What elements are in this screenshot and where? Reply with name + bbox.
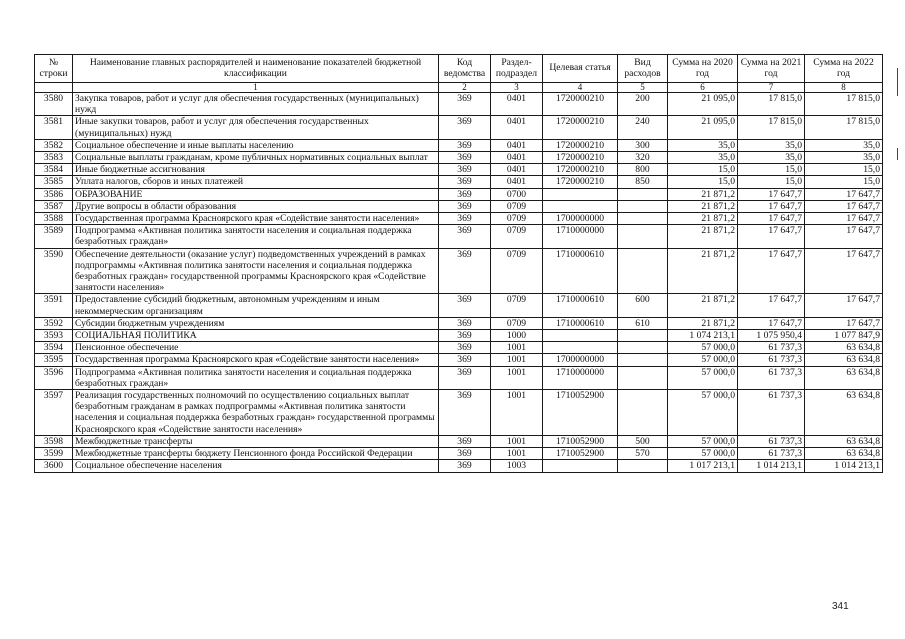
cell-name: Другие вопросы в области образования xyxy=(73,200,439,212)
cell-row-number: 3594 xyxy=(35,342,73,354)
cell-expense-type xyxy=(618,248,668,294)
cell-target-article: 1720000210 xyxy=(543,116,618,139)
cell-target-article xyxy=(543,188,618,200)
cell-sum-2021: 1 075 950,4 xyxy=(738,330,805,342)
cell-target-article: 1700000000 xyxy=(543,354,618,366)
cell-section: 0709 xyxy=(491,213,543,225)
cell-sum-2022: 15,0 xyxy=(805,164,883,176)
cell-sum-2020: 21 871,2 xyxy=(668,188,738,200)
cell-department-code: 369 xyxy=(439,176,491,188)
cell-department-code: 369 xyxy=(439,164,491,176)
cell-sum-2021: 15,0 xyxy=(738,176,805,188)
table-row xyxy=(35,225,883,248)
cell-expense-type xyxy=(618,200,668,212)
cell-expense-type xyxy=(618,460,668,472)
cell-row-number: 3587 xyxy=(35,200,73,212)
cell-name: Подпрограмма «Активная политика занятости населения и социальная поддержка безработных граждан» xyxy=(73,225,439,248)
cell-sum-2022: 35,0 xyxy=(805,139,883,151)
column-number: 4 xyxy=(543,83,618,93)
cell-row-number: 3584 xyxy=(35,164,73,176)
cell-sum-2021: 17 647,7 xyxy=(738,225,805,248)
table-row xyxy=(35,294,883,317)
cell-expense-type xyxy=(618,225,668,248)
cell-target-article xyxy=(543,330,618,342)
cell-target-article: 1710000000 xyxy=(543,366,618,389)
cell-section: 1001 xyxy=(491,366,543,389)
column-number: 7 xyxy=(738,83,805,93)
cell-department-code: 369 xyxy=(439,342,491,354)
cell-section: 0709 xyxy=(491,225,543,248)
table-row xyxy=(35,200,883,212)
cell-sum-2020: 57 000,0 xyxy=(668,354,738,366)
cell-name: Межбюджетные трансферты бюджету Пенсионного фонда Российской Федерации xyxy=(73,448,439,460)
cell-name: СОЦИАЛЬНАЯ ПОЛИТИКА xyxy=(73,330,439,342)
cell-sum-2021: 15,0 xyxy=(738,164,805,176)
cell-row-number: 3586 xyxy=(35,188,73,200)
cell-target-article: 1720000210 xyxy=(543,139,618,151)
column-number: 3 xyxy=(491,83,543,93)
cell-sum-2021: 17 815,0 xyxy=(738,116,805,139)
cell-expense-type xyxy=(618,213,668,225)
cell-target-article: 1710000610 xyxy=(543,317,618,329)
cell-expense-type: 600 xyxy=(618,294,668,317)
table-row xyxy=(35,342,883,354)
table-row xyxy=(35,188,883,200)
cell-sum-2022: 17 647,7 xyxy=(805,200,883,212)
cell-sum-2020: 1 074 213,1 xyxy=(668,330,738,342)
cell-expense-type xyxy=(618,342,668,354)
cell-target-article: 1710000000 xyxy=(543,225,618,248)
column-number xyxy=(35,83,73,93)
table-row xyxy=(35,248,883,294)
cell-expense-type: 300 xyxy=(618,139,668,151)
cell-sum-2021: 17 647,7 xyxy=(738,188,805,200)
cell-sum-2021: 1 014 213,1 xyxy=(738,460,805,472)
cell-name: Межбюджетные трансферты xyxy=(73,435,439,447)
table-row xyxy=(35,152,883,164)
cell-row-number: 3581 xyxy=(35,116,73,139)
cell-department-code: 369 xyxy=(439,200,491,212)
cell-section: 1000 xyxy=(491,330,543,342)
cell-target-article: 1710052900 xyxy=(543,390,618,436)
cell-section: 0709 xyxy=(491,317,543,329)
cell-expense-type: 240 xyxy=(618,116,668,139)
cell-target-article: 1720000210 xyxy=(543,152,618,164)
cell-department-code: 369 xyxy=(439,330,491,342)
cell-section: 0401 xyxy=(491,164,543,176)
cell-sum-2022: 17 647,7 xyxy=(805,225,883,248)
cell-sum-2020: 1 017 213,1 xyxy=(668,460,738,472)
cell-sum-2022: 63 634,8 xyxy=(805,342,883,354)
cell-row-number: 3580 xyxy=(35,93,73,116)
cell-section: 0401 xyxy=(491,93,543,116)
cell-sum-2021: 61 737,3 xyxy=(738,366,805,389)
table-row xyxy=(35,116,883,139)
cell-sum-2022: 15,0 xyxy=(805,176,883,188)
header-section: Раздел-подраздел xyxy=(491,55,543,83)
cell-section: 1001 xyxy=(491,435,543,447)
cell-sum-2020: 57 000,0 xyxy=(668,366,738,389)
cell-department-code: 369 xyxy=(439,354,491,366)
cell-section: 0709 xyxy=(491,248,543,294)
cell-sum-2021: 35,0 xyxy=(738,139,805,151)
cell-sum-2021: 17 815,0 xyxy=(738,93,805,116)
cell-name: Обеспечение деятельности (оказание услуг) подведомственных учреждений в рамках подпрограммы «Активная политика занятости населения и социальная поддержка безработных граждан» государственной программы Красноярского края «Содействие занятости населения» xyxy=(73,248,439,294)
cell-department-code: 369 xyxy=(439,317,491,329)
cell-section: 1001 xyxy=(491,342,543,354)
cell-sum-2022: 63 634,8 xyxy=(805,448,883,460)
cell-sum-2021: 61 737,3 xyxy=(738,390,805,436)
cell-sum-2022: 63 634,8 xyxy=(805,390,883,436)
cell-sum-2021: 17 647,7 xyxy=(738,317,805,329)
cell-sum-2020: 21 871,2 xyxy=(668,317,738,329)
table-row xyxy=(35,164,883,176)
cell-sum-2022: 63 634,8 xyxy=(805,354,883,366)
cell-sum-2020: 21 871,2 xyxy=(668,248,738,294)
cell-department-code: 369 xyxy=(439,116,491,139)
cell-sum-2022: 17 647,7 xyxy=(805,188,883,200)
cell-sum-2022: 17 647,7 xyxy=(805,248,883,294)
cell-row-number: 3595 xyxy=(35,354,73,366)
header-sum-2021: Сумма на 2021 год xyxy=(738,55,805,83)
cell-sum-2021: 61 737,3 xyxy=(738,354,805,366)
cell-target-article xyxy=(543,200,618,212)
cell-section: 0401 xyxy=(491,152,543,164)
table-row xyxy=(35,139,883,151)
cell-sum-2022: 17 815,0 xyxy=(805,116,883,139)
cell-name: Государственная программа Красноярского края «Содействие занятости населения» xyxy=(73,213,439,225)
cell-sum-2022: 1 077 847,9 xyxy=(805,330,883,342)
cell-sum-2021: 17 647,7 xyxy=(738,294,805,317)
cell-sum-2020: 57 000,0 xyxy=(668,390,738,436)
cell-sum-2020: 35,0 xyxy=(668,139,738,151)
cell-department-code: 369 xyxy=(439,435,491,447)
cell-sum-2020: 15,0 xyxy=(668,176,738,188)
cell-department-code: 369 xyxy=(439,139,491,151)
cell-sum-2021: 17 647,7 xyxy=(738,213,805,225)
cell-sum-2020: 21 871,2 xyxy=(668,200,738,212)
cell-section: 0401 xyxy=(491,139,543,151)
cell-row-number: 3582 xyxy=(35,139,73,151)
cell-department-code: 369 xyxy=(439,225,491,248)
header-name: Наименование главных распорядителей и наименование показателей бюджетной классификации xyxy=(73,55,439,83)
cell-row-number: 3596 xyxy=(35,366,73,389)
cell-department-code: 369 xyxy=(439,93,491,116)
cell-department-code: 369 xyxy=(439,366,491,389)
table-row xyxy=(35,448,883,460)
scan-edge-mark xyxy=(897,148,898,160)
cell-expense-type: 800 xyxy=(618,164,668,176)
cell-row-number: 3597 xyxy=(35,390,73,436)
cell-target-article: 1710000610 xyxy=(543,294,618,317)
cell-target-article: 1720000210 xyxy=(543,93,618,116)
cell-section: 0700 xyxy=(491,188,543,200)
cell-expense-type: 320 xyxy=(618,152,668,164)
cell-name: Социальное обеспечение и иные выплаты населению xyxy=(73,139,439,151)
table-row xyxy=(35,317,883,329)
cell-expense-type: 570 xyxy=(618,448,668,460)
cell-row-number: 3598 xyxy=(35,435,73,447)
cell-section: 0709 xyxy=(491,200,543,212)
cell-sum-2021: 35,0 xyxy=(738,152,805,164)
header-sum-2020: Сумма на 2020 год xyxy=(668,55,738,83)
cell-target-article xyxy=(543,342,618,354)
table-row xyxy=(35,435,883,447)
cell-name: Закупка товаров, работ и услуг для обеспечения государственных (муниципальных) нужд xyxy=(73,93,439,116)
column-number: 8 xyxy=(805,83,883,93)
table-row xyxy=(35,366,883,389)
cell-expense-type xyxy=(618,390,668,436)
cell-row-number: 3588 xyxy=(35,213,73,225)
cell-expense-type xyxy=(618,354,668,366)
cell-sum-2022: 17 647,7 xyxy=(805,294,883,317)
cell-sum-2022: 63 634,8 xyxy=(805,366,883,389)
cell-sum-2020: 15,0 xyxy=(668,164,738,176)
cell-sum-2020: 21 871,2 xyxy=(668,294,738,317)
cell-sum-2020: 21 871,2 xyxy=(668,213,738,225)
table-row xyxy=(35,460,883,472)
budget-table xyxy=(34,54,883,473)
header-sum-2022: Сумма на 2022 год xyxy=(805,55,883,83)
cell-sum-2020: 21 871,2 xyxy=(668,225,738,248)
cell-row-number: 3591 xyxy=(35,294,73,317)
cell-sum-2022: 35,0 xyxy=(805,152,883,164)
cell-sum-2021: 17 647,7 xyxy=(738,248,805,294)
cell-sum-2022: 63 634,8 xyxy=(805,435,883,447)
header-department-code: Код ведомства xyxy=(439,55,491,83)
cell-section: 0401 xyxy=(491,116,543,139)
cell-department-code: 369 xyxy=(439,390,491,436)
cell-name: Реализация государственных полномочий по осуществлению социальных выплат безработным гражданам в рамках подпрограммы «Активная политика занятости населения и социальная поддержка безработных граждан» государственной программы Красноярского края «Содействие занятости населения» xyxy=(73,390,439,436)
cell-expense-type: 500 xyxy=(618,435,668,447)
cell-sum-2021: 61 737,3 xyxy=(738,342,805,354)
cell-row-number: 3589 xyxy=(35,225,73,248)
cell-sum-2021: 61 737,3 xyxy=(738,435,805,447)
cell-sum-2022: 17 815,0 xyxy=(805,93,883,116)
cell-row-number: 3600 xyxy=(35,460,73,472)
cell-sum-2020: 57 000,0 xyxy=(668,435,738,447)
cell-expense-type: 610 xyxy=(618,317,668,329)
cell-expense-type: 200 xyxy=(618,93,668,116)
cell-sum-2020: 35,0 xyxy=(668,152,738,164)
cell-department-code: 369 xyxy=(439,460,491,472)
cell-sum-2020: 21 095,0 xyxy=(668,93,738,116)
cell-name: Социальные выплаты гражданам, кроме публичных нормативных социальных выплат xyxy=(73,152,439,164)
cell-section: 1001 xyxy=(491,448,543,460)
cell-name: Социальное обеспечение населения xyxy=(73,460,439,472)
cell-department-code: 369 xyxy=(439,294,491,317)
cell-target-article xyxy=(543,460,618,472)
cell-name: Иные закупки товаров, работ и услуг для обеспечения государственных (муниципальных) нужд xyxy=(73,116,439,139)
cell-department-code: 369 xyxy=(439,213,491,225)
table-body xyxy=(35,93,883,473)
cell-section: 1003 xyxy=(491,460,543,472)
table-row xyxy=(35,354,883,366)
column-number: 1 xyxy=(73,83,439,93)
cell-target-article: 1720000210 xyxy=(543,164,618,176)
cell-expense-type: 850 xyxy=(618,176,668,188)
header-target-article: Целевая статья xyxy=(543,55,618,83)
table-row xyxy=(35,390,883,436)
cell-name: Предоставление субсидий бюджетным, автономным учреждениям и иным некоммерческим организациям xyxy=(73,294,439,317)
cell-target-article: 1720000210 xyxy=(543,176,618,188)
cell-target-article: 1710052900 xyxy=(543,448,618,460)
cell-name: Уплата налогов, сборов и иных платежей xyxy=(73,176,439,188)
cell-department-code: 369 xyxy=(439,188,491,200)
cell-sum-2021: 17 647,7 xyxy=(738,200,805,212)
cell-section: 1001 xyxy=(491,354,543,366)
cell-name: ОБРАЗОВАНИЕ xyxy=(73,188,439,200)
cell-sum-2022: 1 014 213,1 xyxy=(805,460,883,472)
cell-sum-2020: 57 000,0 xyxy=(668,448,738,460)
cell-expense-type xyxy=(618,366,668,389)
cell-sum-2021: 61 737,3 xyxy=(738,448,805,460)
cell-sum-2020: 57 000,0 xyxy=(668,342,738,354)
cell-name: Иные бюджетные ассигнования xyxy=(73,164,439,176)
header-expense-type: Вид расходов xyxy=(618,55,668,83)
cell-row-number: 3592 xyxy=(35,317,73,329)
cell-target-article: 1700000000 xyxy=(543,213,618,225)
cell-row-number: 3593 xyxy=(35,330,73,342)
cell-name: Государственная программа Красноярского края «Содействие занятости населения» xyxy=(73,354,439,366)
cell-name: Пенсионное обеспечение xyxy=(73,342,439,354)
cell-sum-2020: 21 095,0 xyxy=(668,116,738,139)
scan-edge-mark xyxy=(897,68,898,96)
table-row xyxy=(35,93,883,116)
cell-department-code: 369 xyxy=(439,152,491,164)
cell-target-article: 1710052900 xyxy=(543,435,618,447)
page-number: 341 xyxy=(832,601,849,612)
cell-row-number: 3583 xyxy=(35,152,73,164)
column-number: 5 xyxy=(618,83,668,93)
cell-section: 0401 xyxy=(491,176,543,188)
cell-expense-type xyxy=(618,330,668,342)
cell-sum-2022: 17 647,7 xyxy=(805,213,883,225)
column-number: 6 xyxy=(668,83,738,93)
cell-department-code: 369 xyxy=(439,248,491,294)
column-number: 2 xyxy=(439,83,491,93)
cell-target-article: 1710000610 xyxy=(543,248,618,294)
cell-row-number: 3590 xyxy=(35,248,73,294)
header-row-number: № строки xyxy=(35,55,73,83)
cell-name: Подпрограмма «Активная политика занятости населения и социальная поддержка безработных граждан» xyxy=(73,366,439,389)
cell-expense-type xyxy=(618,188,668,200)
cell-row-number: 3585 xyxy=(35,176,73,188)
cell-sum-2022: 17 647,7 xyxy=(805,317,883,329)
cell-row-number: 3599 xyxy=(35,448,73,460)
table-row xyxy=(35,176,883,188)
cell-name: Субсидии бюджетным учреждениям xyxy=(73,317,439,329)
table-row xyxy=(35,213,883,225)
cell-department-code: 369 xyxy=(439,448,491,460)
cell-section: 1001 xyxy=(491,390,543,436)
cell-section: 0709 xyxy=(491,294,543,317)
table-row xyxy=(35,330,883,342)
